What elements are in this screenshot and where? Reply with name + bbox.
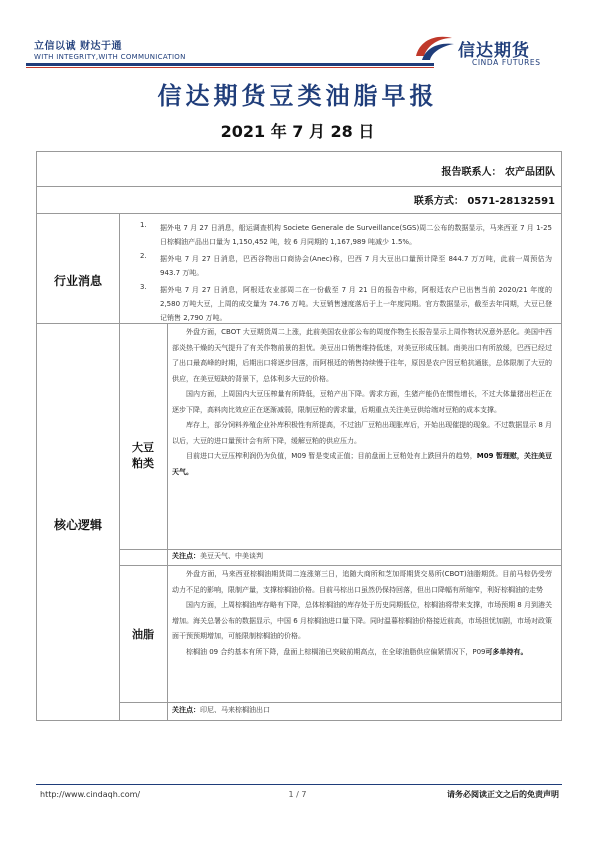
slogan-en: WITH INTEGRITY,WITH COMMUNICATION: [34, 53, 186, 61]
column-divider: [167, 323, 168, 720]
sub-label-soy-line2: 粕类: [132, 457, 154, 470]
industry-news-list: [140, 221, 552, 325]
soy-paragraph: [172, 449, 552, 480]
soy-conclusion-bold: M09 暂理慰，关注美豆天气。: [172, 452, 552, 476]
oil-paragraph: 国内方面，上周棕榈油库存略有下降，总体棕榈油的库存处于历史同期低位，棕榈油将带来支撑，市场预期 8 月到港关增加。海关总署公布的数据显示，中国 6 月棕榈油进口量下降。同时温暮棕榈油价格接近前高，市场担忧加剧，市场对政策面干预预期增加，可能限制棕榈油的价格。: [172, 601, 552, 640]
footer-disclaimer: 请务必阅读正文之后的免责声明: [447, 790, 559, 799]
oil-conclusion-bold: 可多单持有。: [485, 647, 528, 656]
contact-phone: 联系方式： 0571-28132591: [413, 196, 555, 207]
document-date: 2021 年 7 月 28 日: [220, 122, 375, 141]
header-divider: [26, 63, 434, 66]
news-number: 3.: [140, 283, 147, 291]
document-title: 信达期货豆类油脂早报: [157, 81, 438, 110]
soy-analysis: [172, 325, 552, 480]
news-text: 据外电 7 月 27 日消息，巴西谷物出口商协会(Anec)称，巴西 7 月大豆出口量预计降至 844.7 万万吨，此前一周预估为 943.7 万吨。: [160, 255, 552, 277]
row-divider: [37, 186, 561, 187]
logo-text-cn: 信达期货: [458, 41, 530, 61]
sub-label-soy: [118, 440, 168, 472]
soy-paragraph: 国内方面，上周国内大豆压榨量有所降低，豆粕产出下降。需求方面，生猪产能仍在惯性增长，不过大体量猪出栏正在逐步下降，高料肉比效应正在逐渐减弱，限制豆粕的需求量，后期重点关注美豆供给端对豆粕的成本支撑。: [172, 390, 552, 414]
header-divider-accent: [26, 67, 434, 68]
logo-text-en: CINDA FUTURES: [472, 58, 541, 67]
row-divider: [119, 702, 561, 703]
sub-label-soy-line1: 大豆: [132, 441, 154, 454]
soy-focus: [172, 551, 263, 561]
oil-paragraph: [172, 645, 552, 661]
news-text: 据外电 7 月 27 日消息，船运调查机构 Societe Generale de Surveillance(SGS)周二公布的数据显示，马来西亚 7 月 1-25 日棕榈油产品出口量为 1,150,452 吨，较 6 月同期的 1,167,989 吨减少 1.5%。: [160, 224, 552, 246]
slogan-cn: 立信以诚 财达于通: [34, 41, 122, 52]
list-item: [140, 283, 552, 325]
soy-conclusion: 目前进口大豆压榨利润仍为负值，M09 暂是变成正值；目前盘面上豆粕处有上跌回升的趋势，: [186, 452, 477, 460]
cinda-logo-icon: [412, 30, 456, 64]
footer-divider: [36, 784, 562, 785]
oil-analysis: [172, 567, 552, 660]
report-contact: 报告联系人： 农产品团队: [441, 167, 555, 178]
row-divider: [37, 213, 561, 214]
soy-paragraph: 库存上，部分饲料养殖企业补库积极性有所提高，不过油厂豆粕出现胀库后，开始出现催提的现象。不过数据显示 8 月以后，大豆的进口量预计会有所下降，缓解豆粕的供应压力。: [172, 421, 552, 445]
list-item: [140, 252, 552, 280]
oil-focus: [172, 705, 270, 715]
oil-focus-text: 印尼、马来棕榈油出口: [200, 706, 270, 714]
row-divider: [119, 565, 561, 566]
news-number: 1.: [140, 221, 147, 229]
oil-focus-key: 关注点：: [172, 706, 200, 714]
soy-focus-key: 关注点：: [172, 552, 200, 560]
oil-paragraph: 外盘方面，马来西亚棕榈油期货周二连涨第三日，追随大商所和芝加哥期货交易所(CBOT)油脂期货。目前马棕仍受劳动力不足的影响，限制产量，支撑棕榈油价格。目前马棕出口虽然仍保持回落，但出口降幅有所缩窄，利好棕榈油的走势: [172, 570, 552, 594]
soy-focus-text: 美豆天气、中美谈判: [200, 552, 263, 560]
section-label-industry: 行业消息: [53, 274, 102, 288]
sub-label-oil: 油脂: [132, 628, 154, 641]
list-item: [140, 221, 552, 249]
section-label-core-logic: 核心逻辑: [53, 518, 102, 532]
news-number: 2.: [140, 252, 147, 260]
news-text: 据外电 7 月 27 日消息，阿根廷农业部周二在一份截至 7 月 21 日的报告中称，阿根廷农户已出售当前 2020/21 年度的 2,580 万吨大豆，上周的成交量为 74.76 万吨。大豆销售速度落后于上一年度同期。官方数据显示，截至去年同期，大豆已登记销售 2,790 万吨。: [160, 286, 552, 322]
oil-conclusion: 棕榈油 09 合约基本有所下降，盘面上棕榈油已突破前期高点，在全球油脂供应偏紧情况下，P09: [186, 647, 486, 656]
row-divider: [119, 549, 561, 550]
page-number: 1 / 7: [288, 790, 307, 799]
soy-paragraph: 外盘方面，CBOT 大豆期货周二上涨，此前美国农业部公布的周度作物生长报告显示上周作物状况意外恶化。美国中西部炎热干燥的天气提升了有关作物前景的担忧。美豆出口销售维持低迷，对美豆形成压制。南美出口有所放缓，巴西已经过了出口最高峰的时期，后期出口将逐步回落，而阿根廷的销售持续慢于往年，原因是农户因豆粕抗通胀，总体限制了大豆的供应，在美豆短缺的背景下，总体利多大豆的价格。: [172, 328, 552, 383]
footer-website-link[interactable]: http://www.cindaqh.com/: [40, 790, 141, 799]
